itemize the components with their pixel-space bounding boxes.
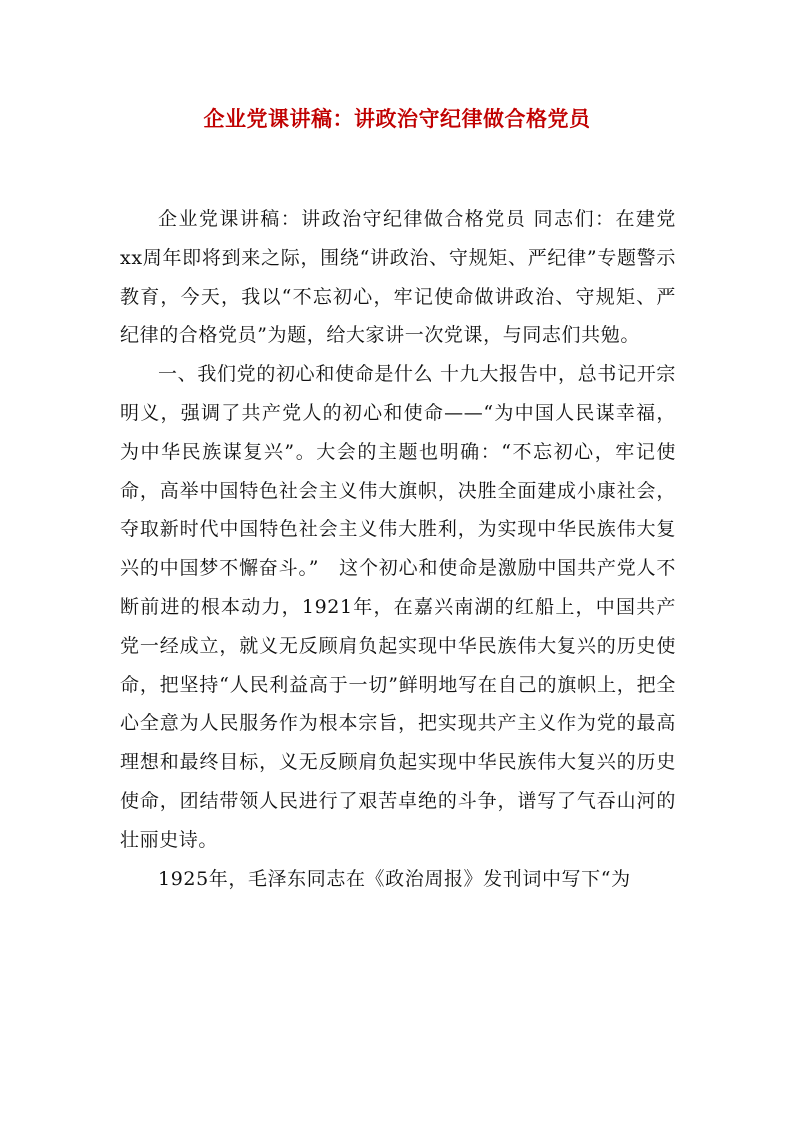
document-body [120,200,676,898]
paragraph-1925: 1925年，毛泽东同志在《政治周报》发刊词中写下“为 [158,867,631,890]
paragraph-intro: 企业党课讲稿：讲政治守纪律做合格党员 同志们：在建党xx周年即将到来之际，围绕“讲政治、守规矩、严纪律”专题警示教育，今天，我以“不忘初心，牢记使命做讲政治、守规矩、严纪律的合格党员”为题，给大家讲一次党课，与同志们共勉。 [120,208,676,347]
document-title: 企业党课讲稿：讲政治守纪律做合格党员 [203,106,591,131]
paragraph-section-one: 一、我们党的初心和使命是什么 十九大报告中，总书记开宗明义，强调了共产党人的初心和使命——“为中国人民谋幸福，为中华民族谋复兴”。大会的主题也明确：“不忘初心，牢记使命，高举中国特色社会主义伟大旗帜，决胜全面建成小康社会，夺取新时代中国特色社会主义伟大胜利，为实现中华民族伟大复兴的中国梦不懈奋斗。” 这个初心和使命是激励中国共产党人不断前进的根本动力，1921年，在嘉兴南湖的红船上，中国共产党一经成立，就义无反顾肩负起实现中华民族伟大复兴的历史使命，把坚持“人民利益高于一切”鲜明地写在自己的旗帜上，把全心全意为人民服务作为根本宗旨，把实现共产主义作为党的最高理想和最终目标，义无反顾肩负起实现中华民族伟大复兴的历史使命，团结带领人民进行了艰苦卓绝的斗争，谱写了气吞山河的壮丽史诗。 [120,363,676,851]
